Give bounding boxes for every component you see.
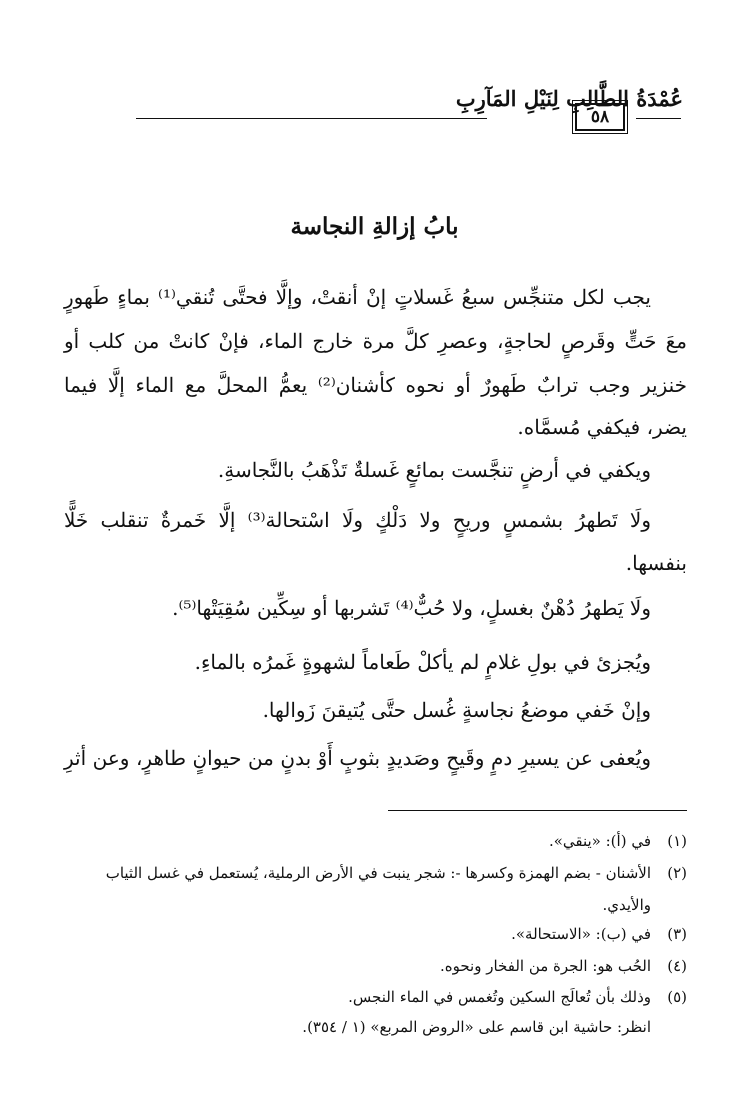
footnote-text: وذلك بأن تُعالَج السكين وتُغمس في الماء النجس.: [348, 988, 651, 1006]
footnote-text: الحُب هو: الجرة من الفخار ونحوه.: [439, 957, 651, 975]
footnote: [66, 862, 687, 884]
body-line: يضر، فيكفي مُسمَّاه.: [517, 415, 687, 439]
footnote-number: (٤): [667, 957, 687, 975]
footnote: [440, 955, 687, 977]
footnote-separator: [388, 810, 687, 811]
body-line: وإنْ خَفي موضعُ نجاسةٍ غُسل حتَّى يُتيقنَ زَوالها.: [262, 698, 651, 722]
footnote-reference: [302, 1016, 651, 1038]
footnote-number: (٢): [667, 864, 687, 882]
footnote: [348, 986, 687, 1008]
footnote-text: انظر: حاشية ابن قاسم على «الروض المربع» (١ / ٣٥٤).: [302, 1018, 651, 1036]
body-line: معَ حَتٍّ وقَرصٍ لحاجةٍ، وعصرِ كلَّ مرة خارج الماء، فإنْ كانتْ من كلب أو: [64, 329, 687, 353]
chapter-title: بابُ إزالةِ النجاسة: [290, 213, 459, 240]
body-line: ويُعفى عن يسيرِ دمٍ وقَيحٍ وصَديدٍ بثوبٍ أَوْ بدنٍ من حيوانٍ طاهرٍ، وعن أثرِ: [64, 746, 651, 770]
body-line: ولَا يَطهرُ دُهْنٌ بغسلٍ، ولا حُبٌّ⁽⁴⁾ تَشربها أو سِكِّين سُقِيَتْها⁽⁵⁾.: [172, 596, 651, 620]
footnote: [511, 923, 687, 945]
header-rule-short: [636, 118, 681, 119]
running-title: عُمْدَةُ الطَّالِبِ لِنَيْلِ المَآرِبِ: [455, 86, 683, 111]
body-line: بنفسها.: [625, 551, 687, 575]
footnote-number: (٣): [667, 925, 687, 943]
footnote-continuation: [602, 894, 651, 916]
header-rule: [136, 118, 487, 119]
body-line: ولَا تَطهرُ بشمسٍ وريحٍ ولا دَلْكٍ ولَا اسْتحالة⁽³⁾ إلَّا خَمرةٌ تنقلب خَلًّا: [64, 508, 651, 532]
body-line: ويكفي في أرضٍ تنجَّست بمائعٍ غَسلةٌ تَذْهَبُ بالنَّجاسةِ.: [217, 458, 651, 482]
footnote-number: (١): [667, 832, 687, 850]
body-line: يجب لكل متنجِّس سبعُ غَسلاتٍ إنْ أنقتْ، وإلَّا فحتَّى تُنقي⁽¹⁾ بماءٍ طَهورٍ: [64, 285, 651, 309]
footnote-text: الأشنان - بضم الهمزة وكسرها -: شجر ينبت في الأرض الرملية، يُستعمل في غسل الثياب: [105, 864, 651, 882]
footnote: [549, 830, 687, 852]
page-number: ٥٨: [575, 103, 625, 131]
footnote-number: (٥): [667, 988, 687, 1006]
body-line: خنزير وجب ترابٌ طَهورٌ أو نحوه كأشنان⁽²⁾ يعمُّ المحلَّ مع الماء إلَّا فيما: [64, 373, 688, 397]
footnote-text: في (ب): «الاستحالة».: [511, 925, 651, 943]
footnote-text: في (أ): «ينقي».: [548, 832, 651, 850]
footnote-text: والأيدي.: [602, 896, 651, 914]
body-line: ويُجزئ في بولِ غلامٍ لم يأكلْ طَعاماً لشهوةٍ غَمرُه بالماءِ.: [194, 650, 651, 674]
